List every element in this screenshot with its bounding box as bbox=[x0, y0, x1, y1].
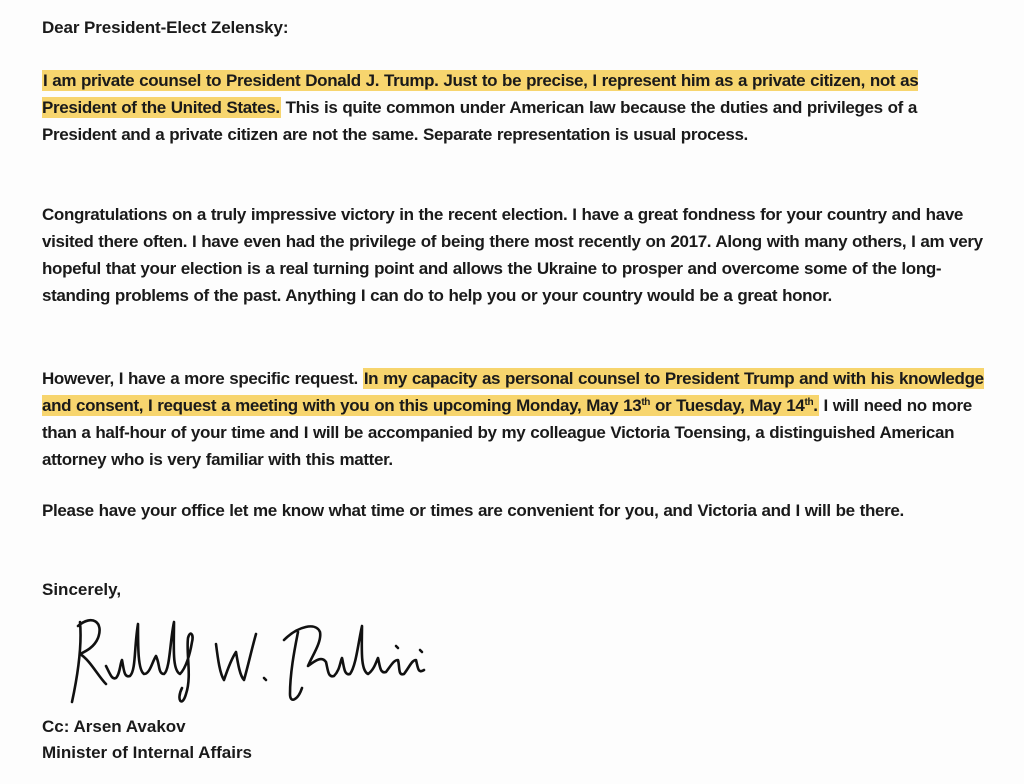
paragraph-text: This is quite common under American law because the duties and privileges of a President and a private citizen are not the same. Separate representation is usual process. bbox=[42, 98, 917, 144]
paragraph-lead: However, I have a more specific request. bbox=[42, 369, 363, 388]
paragraph-rest: I will need no more than a half-hour of your time and I will be accompanied by my colleague Victoria Toensing, a distinguished American attorney who is very familiar with this matter. bbox=[42, 396, 972, 469]
ordinal-suffix: th bbox=[804, 397, 814, 408]
cc-recipient-title: Minister of Internal Affairs bbox=[42, 743, 253, 762]
ordinal-suffix: th bbox=[641, 397, 651, 408]
handwritten-signature bbox=[58, 604, 428, 714]
highlight-text-a: In my capacity as personal counsel to President Trump and with his knowledge and consent, I request a meeting with you on this upcoming Monday, May 13 bbox=[42, 369, 984, 415]
highlight-text-c: . bbox=[813, 396, 818, 415]
paragraph-office-request: Please have your office let me know what time or times are convenient for you, and Victoria and I will be there. bbox=[42, 501, 904, 520]
paragraph-counsel bbox=[42, 67, 992, 148]
salutation: Dear President-Elect Zelensky: bbox=[42, 18, 289, 37]
highlight-text-b: or Tuesday, May 14 bbox=[650, 396, 805, 415]
carbon-copy bbox=[42, 714, 252, 766]
cc-recipient: Cc: Arsen Avakov bbox=[42, 717, 186, 736]
paragraph-request bbox=[42, 365, 992, 473]
highlighted-text: I am private counsel to President Donald J. Trump. Just to be precise, I represent him as a private citizen, not as President of the United States. bbox=[42, 71, 919, 117]
paragraph-congratulations: Congratulations on a truly impressive victory in the recent election. I have a great fondness for your country and have visited there often. I have even had the privilege of being there most recently on 2017. Along with many others, I am very hopeful that your election is a real turning point and allows the Ukraine to prosper and overcome some of the long-standing problems of the past. Anything I can do to help you or your country would be a great honor. bbox=[42, 205, 983, 305]
closing: Sincerely, bbox=[42, 580, 122, 599]
